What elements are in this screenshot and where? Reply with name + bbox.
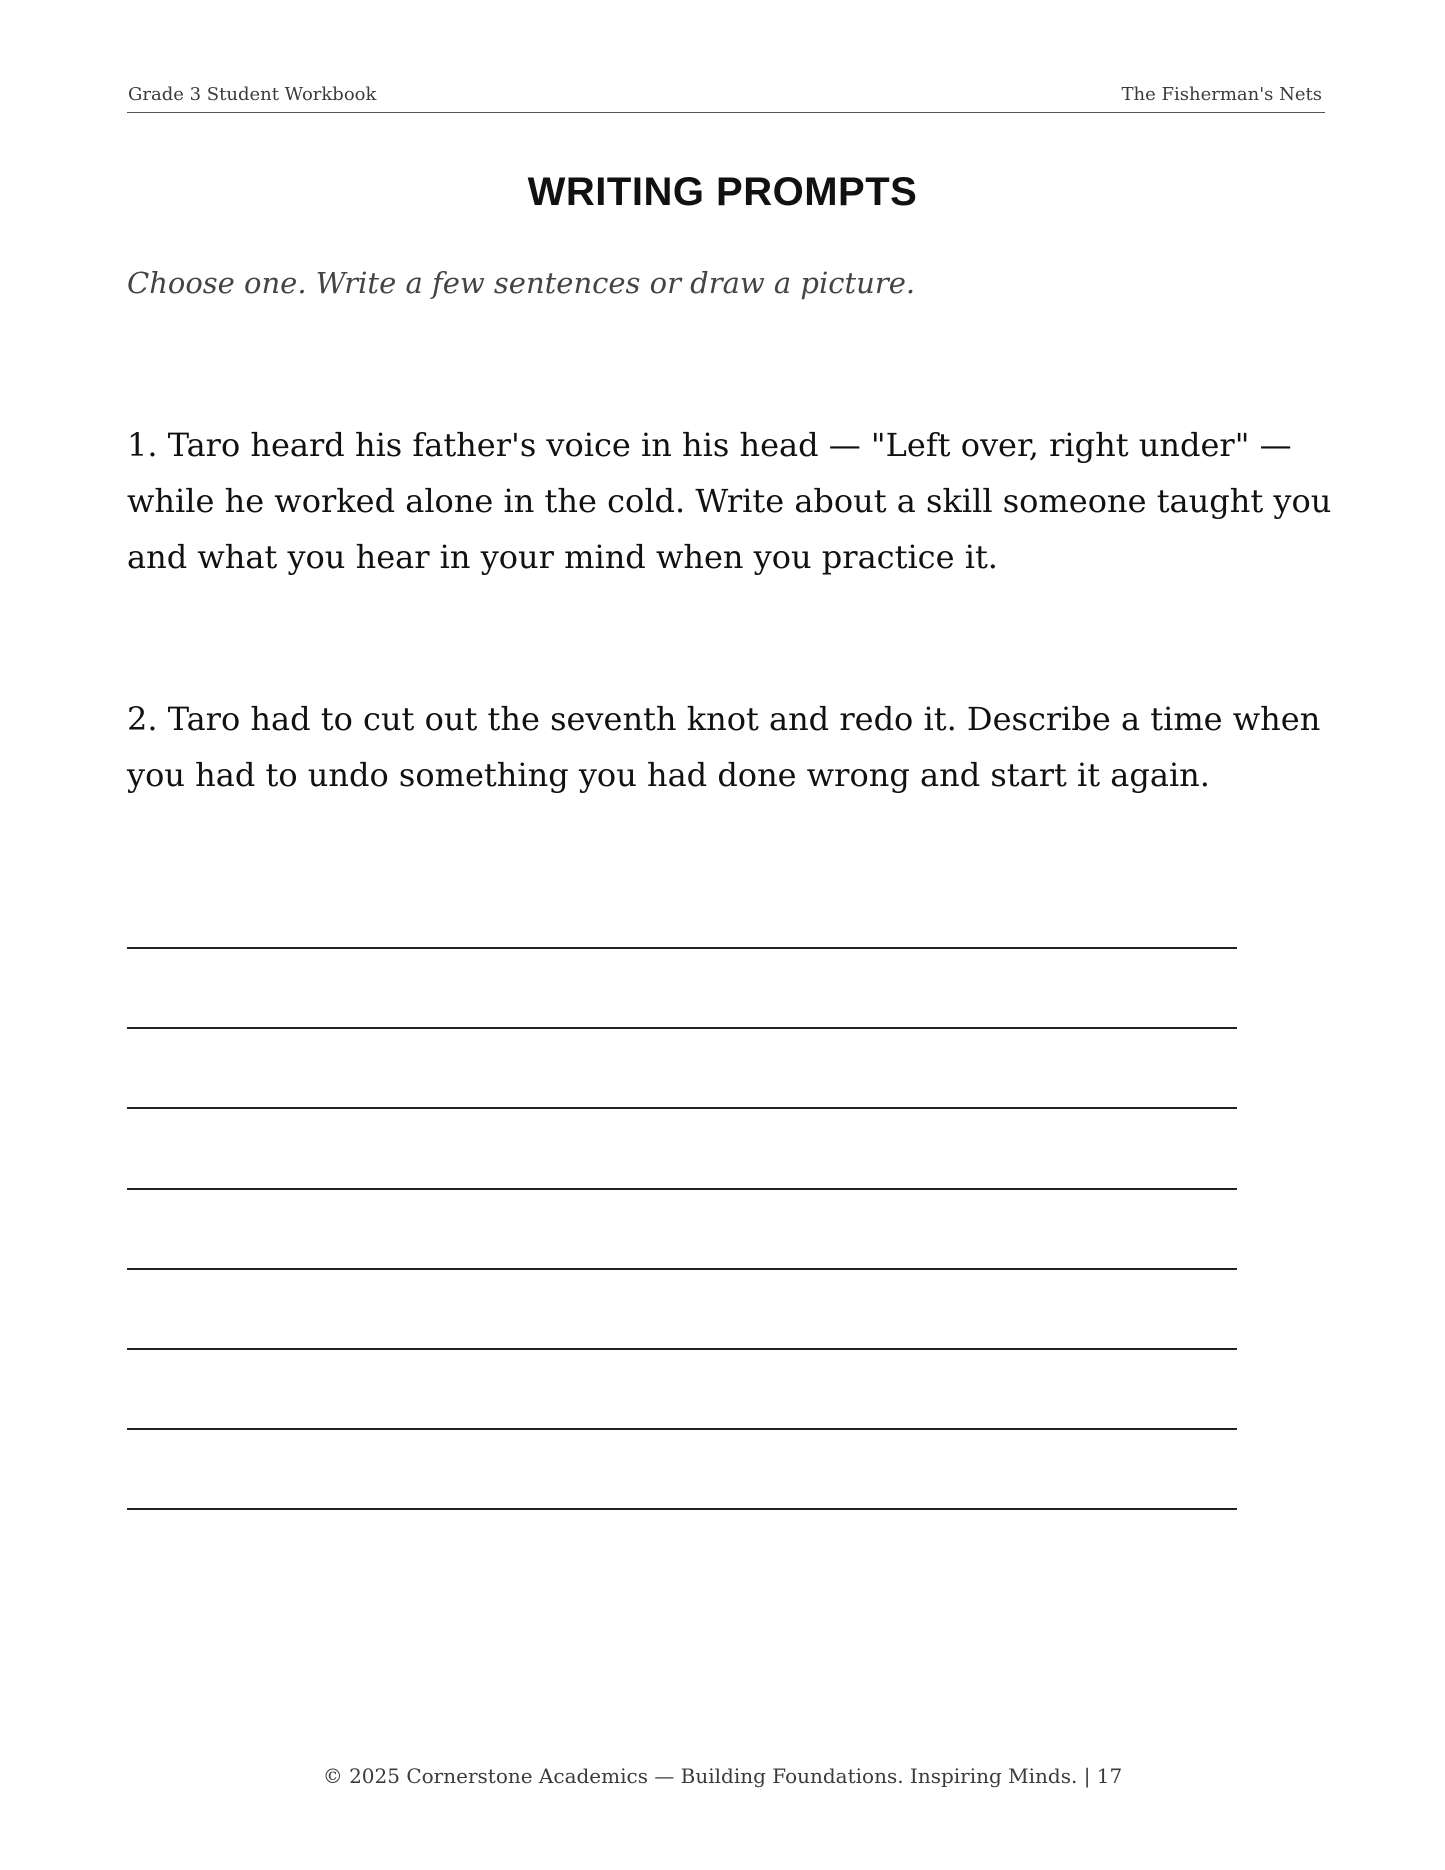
answer-line[interactable] bbox=[127, 1428, 1237, 1430]
answer-line[interactable] bbox=[127, 1508, 1237, 1510]
writing-prompt-1: 1. Taro heard his father's voice in his head — "Left over, right under" — while he worked alone in the cold. Write about a skill someone taught you and what you hear in your mind when you practice it. bbox=[127, 426, 1332, 576]
answer-line[interactable] bbox=[127, 1107, 1237, 1109]
story-title-label: The Fisherman's Nets bbox=[1121, 84, 1322, 105]
writing-prompt-2: 2. Taro had to cut out the seventh knot and redo it. Describe a time when you had to undo something you had done wrong and start it again. bbox=[127, 700, 1321, 794]
answer-line[interactable] bbox=[127, 1027, 1237, 1029]
answer-line[interactable] bbox=[127, 1268, 1237, 1270]
page-title: WRITING PROMPTS bbox=[527, 170, 918, 214]
answer-line[interactable] bbox=[127, 1348, 1237, 1350]
answer-line[interactable] bbox=[127, 947, 1237, 949]
workbook-grade-label: Grade 3 Student Workbook bbox=[128, 84, 377, 105]
running-header bbox=[127, 82, 1325, 113]
page-footer: © 2025 Cornerstone Academics — Building Foundations. Inspiring Minds. | 17 bbox=[322, 1764, 1123, 1788]
answer-line[interactable] bbox=[127, 1188, 1237, 1190]
instructions-text: Choose one. Write a few sentences or draw a picture. bbox=[127, 266, 916, 300]
